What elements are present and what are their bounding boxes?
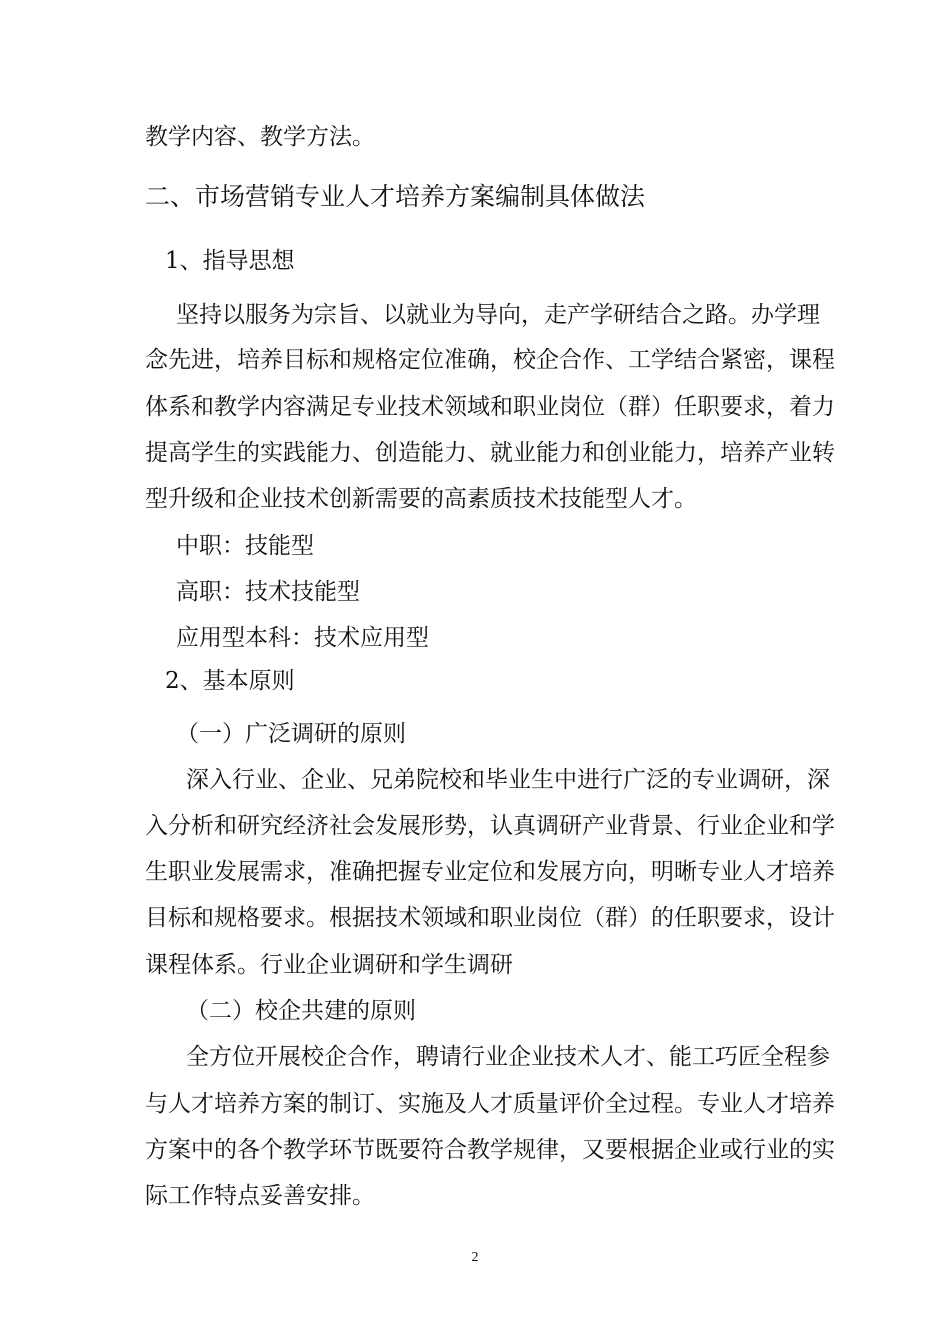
paragraph-line: 体系和教学内容满足专业技术领域和职业岗位（群）任职要求，着力	[145, 394, 835, 420]
subsection-heading: 2、基本原则	[165, 668, 295, 694]
paragraph-line: 际工作特点妥善安排。	[145, 1183, 375, 1209]
paragraph-line: 课程体系。行业企业调研和学生调研	[145, 952, 513, 978]
paragraph-line: 教学内容、教学方法。	[145, 124, 375, 150]
paragraph-line: 与人才培养方案的制订、实施及人才质量评价全过程。专业人才培养	[145, 1091, 835, 1117]
subsection-heading: 1、指导思想	[165, 248, 295, 274]
section-heading: 二、市场营销专业人才培养方案编制具体做法	[145, 182, 646, 211]
subsection-heading: （一）广泛调研的原则	[176, 721, 406, 747]
paragraph-line: 入分析和研究经济社会发展形势，认真调研产业背景、行业企业和学	[145, 813, 835, 839]
subsection-heading: （二）校企共建的原则	[186, 998, 416, 1024]
paragraph-line: 念先进，培养目标和规格定位准确，校企合作、工学结合紧密，课程	[145, 347, 835, 373]
paragraph-line: 深入行业、企业、兄弟院校和毕业生中进行广泛的专业调研，深	[186, 767, 830, 793]
paragraph-line: 生职业发展需求，准确把握专业定位和发展方向，明晰专业人才培养	[145, 859, 835, 885]
paragraph-line: 方案中的各个教学环节既要符合教学规律，又要根据企业或行业的实	[145, 1137, 835, 1163]
paragraph-line: 提高学生的实践能力、创造能力、就业能力和创业能力，培养产业转	[145, 440, 835, 466]
paragraph-line: 目标和规格要求。根据技术领域和职业岗位（群）的任职要求，设计	[145, 905, 835, 931]
paragraph-line: 全方位开展校企合作，聘请行业企业技术人才、能工巧匠全程参	[186, 1044, 830, 1070]
list-item: 中职：技能型	[176, 533, 314, 559]
page-number: 2	[471, 1250, 479, 1265]
paragraph-line: 坚持以服务为宗旨、以就业为导向，走产学研结合之路。办学理	[176, 302, 820, 328]
list-item: 应用型本科：技术应用型	[176, 625, 429, 651]
paragraph-line: 型升级和企业技术创新需要的高素质技术技能型人才。	[145, 486, 697, 512]
list-item: 高职：技术技能型	[176, 579, 360, 605]
